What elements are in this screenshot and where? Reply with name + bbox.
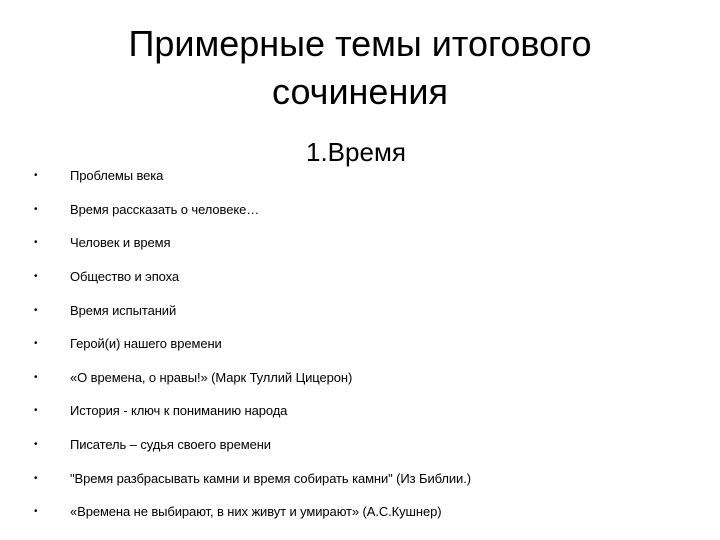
- list-item-text: «О времена, о нравы!» (Марк Туллий Цицерон): [70, 370, 353, 385]
- bullet-icon: •: [34, 405, 38, 416]
- list-item-text: Писатель – судья своего времени: [70, 437, 271, 452]
- list-item: [0, 401, 700, 421]
- list-item-text: Герой(и) нашего времени: [70, 336, 222, 351]
- list-item: [0, 435, 700, 455]
- list-item-text: Время рассказать о человеке…: [70, 202, 260, 217]
- list-item-text: Проблемы века: [70, 168, 164, 183]
- list-item: [0, 301, 700, 321]
- list-item-text: Человек и время: [70, 235, 171, 250]
- bullet-icon: •: [34, 271, 38, 282]
- list-item: [0, 469, 700, 489]
- bullet-icon: •: [34, 338, 38, 349]
- bullet-icon: •: [34, 170, 38, 181]
- slide-title-line-2: сочинения: [272, 71, 448, 112]
- bullet-icon: •: [34, 439, 38, 450]
- list-item: [0, 267, 700, 287]
- list-item-text: Время испытаний: [70, 303, 177, 318]
- bullet-icon: •: [34, 204, 38, 215]
- slide-title: [0, 20, 720, 116]
- bullet-icon: •: [34, 473, 38, 484]
- list-item-text: «Времена не выбирают, в них живут и умирают» (А.С.Кушнер): [70, 504, 442, 519]
- list-item-text: Общество и эпоха: [70, 269, 180, 284]
- list-item: [0, 166, 700, 186]
- bullet-icon: •: [34, 372, 38, 383]
- list-item: [0, 502, 700, 522]
- list-item: [0, 233, 700, 253]
- section-heading: 1.Время: [306, 137, 406, 167]
- bullet-icon: •: [34, 506, 38, 517]
- list-item: [0, 200, 700, 220]
- slide-title-line-1: Примерные темы итогового: [128, 23, 592, 64]
- bullet-icon: •: [34, 237, 38, 248]
- list-item-text: "Время разбрасывать камни и время собирать камни" (Из Библии.): [70, 471, 471, 486]
- list-item-text: История - ключ к пониманию народа: [70, 403, 288, 418]
- bullet-icon: •: [34, 305, 38, 316]
- list-item: [0, 368, 700, 388]
- list-item: [0, 334, 700, 354]
